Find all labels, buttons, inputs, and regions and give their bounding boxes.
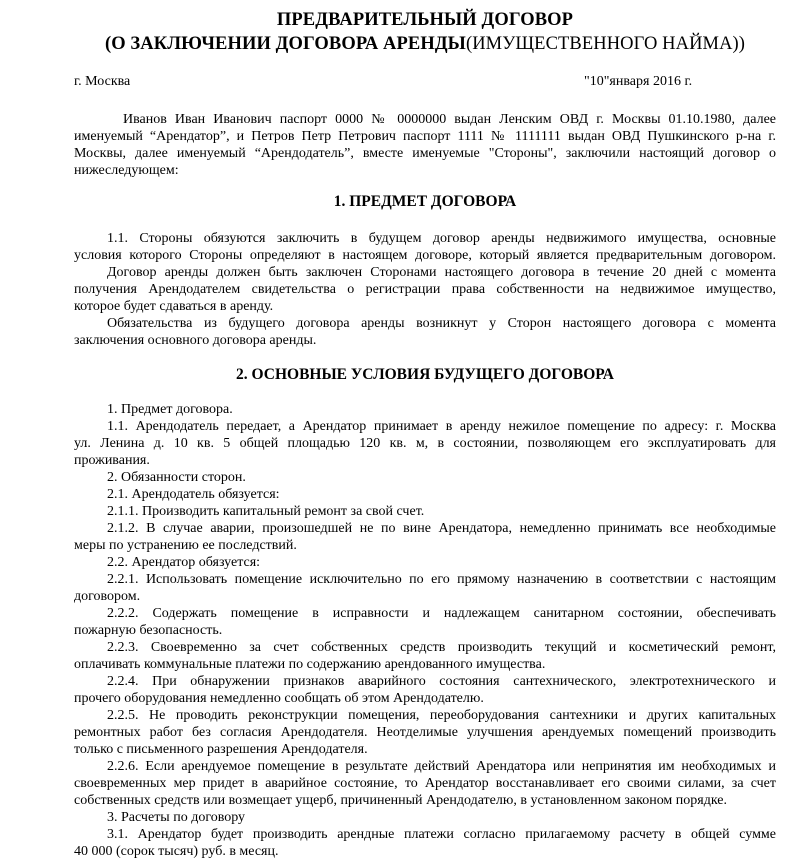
intro-line: нижеследующем: [74, 163, 179, 178]
clause-line: 2.1.2. В случае аварии, произошедшей не по вине Арендатора, немедленно принимать все необходимые [107, 521, 776, 536]
subtitle-normal-part: (ИМУЩЕСТВЕННОГО НАЙМА)) [465, 34, 746, 54]
clause-line: пожарную безопасность. [74, 623, 223, 638]
clause-line: 2.2.6. Если арендуемое помещение в результате действий Арендатора или непринятия им необходимых и [107, 759, 776, 774]
subtitle-bold-part: (О ЗАКЛЮЧЕНИИ ДОГОВОРА АРЕНДЫ [104, 34, 466, 54]
clause-line: собственных средств или возмещает ущерб, причиненный Арендодателю, в установленном законом порядке. [74, 793, 728, 808]
paragraph-line: которое будет сдаваться в аренду. [74, 299, 274, 314]
clause-line: только с письменного разрешения Арендодателя. [74, 742, 368, 757]
clause-line: 2.2. Арендатор обязуется: [107, 555, 261, 570]
section-heading: 2. ОСНОВНЫЕ УСЛОВИЯ БУДУЩЕГО ДОГОВОРА [236, 366, 614, 383]
clause-line: 2.2.3. Своевременно за счет собственных средств производить текущий и косметический ремонт, [107, 640, 776, 655]
clause-line: ремонтных работ без согласия Арендодателя. Неотделимые улучшения арендуемых помещений производить [74, 725, 776, 740]
clause-line: ул. Ленина д. 10 кв. 5 общей площадью 120 кв. м, в состоянии, позволяющем его эксплуатировать для [74, 436, 776, 451]
clause-line: меры по устранению ее последствий. [74, 538, 297, 553]
clause-line: 2.2.2. Содержать помещение в исправности и надлежащем санитарном состоянии, обеспечивать [107, 606, 776, 621]
clause-line: прочего оборудования немедленно сообщать об этом Арендодателю. [74, 691, 484, 706]
clause-line: своевременных мер придет в аварийное состояние, то Арендатор восстанавливает его своими силами, за счет [74, 776, 776, 791]
clause-line: 2. Обязанности сторон. [107, 470, 246, 485]
clause-line: 2.1. Арендодатель обязуется: [107, 487, 280, 502]
clause-line: 2.2.5. Не проводить реконструкции помещения, переоборудования сантехники и других капитальных [107, 708, 776, 723]
intro-line: Иванов Иван Иванович паспорт 0000 № 0000000 выдан Ленским ОВД г. Москвы 01.10.1980, далее [123, 112, 776, 127]
document-subtitle [0, 33, 810, 55]
paragraph-line: 1.1. Стороны обязуются заключить в будущем договор аренды недвижимого имущества, основные [107, 231, 776, 246]
clause-line: оплачивать коммунальные платежи по содержанию арендованного имущества. [74, 657, 546, 672]
section-heading: 1. ПРЕДМЕТ ДОГОВОРА [333, 193, 517, 210]
clause-line: 40 000 (сорок тысяч) руб. в месяц. [74, 844, 279, 859]
paragraph-line: условия которого Стороны определяют в настоящем договоре, который является предварительным договором. [74, 248, 776, 263]
clause-line: 1. Предмет договора. [107, 402, 233, 417]
paragraph-line: получения Арендодателем свидетельства о регистрации права собственности на недвижимое имущество, [74, 282, 776, 297]
document-title: ПРЕДВАРИТЕЛЬНЫЙ ДОГОВОР [276, 10, 574, 30]
intro-line: именуемый “Арендатор”, и Петров Петр Петрович паспорт 1111 № 1111111 выдан ОВД Пушкинского р-на г. [74, 129, 776, 144]
date: "10"января 2016 г. [584, 74, 693, 89]
clause-line: договором. [74, 589, 141, 604]
clause-line: 2.2.4. При обнаружении признаков аварийного состояния сантехнического, электротехнического и [107, 674, 776, 689]
clause-line: проживания. [74, 453, 150, 468]
clause-line: 2.2.1. Использовать помещение исключительно по его прямому назначению в соответствии с настоящим [107, 572, 776, 587]
clause-line: 3. Расчеты по договору [107, 810, 246, 825]
city: г. Москва [74, 74, 131, 89]
intro-line: Москвы, далее именуемый “Арендодатель”, вместе именуемые "Стороны", заключили настоящий договор о [74, 146, 776, 161]
clause-line: 1.1. Арендодатель передает, а Арендатор принимает в аренду нежилое помещение по адресу: г. Москва [107, 419, 776, 434]
paragraph-line: Договор аренды должен быть заключен Сторонами настоящего договора в течение 20 дней с момента [107, 265, 776, 280]
paragraph-line: заключения основного договора аренды. [74, 333, 317, 348]
clause-line: 3.1. Арендатор будет производить арендные платежи согласно прилагаемому расчету в общей сумме [107, 827, 776, 842]
clause-line: 2.1.1. Производить капитальный ремонт за свой счет. [107, 504, 425, 519]
paragraph-line: Обязательства из будущего договора аренды возникнут у Сторон настоящего договора с момента [107, 316, 776, 331]
